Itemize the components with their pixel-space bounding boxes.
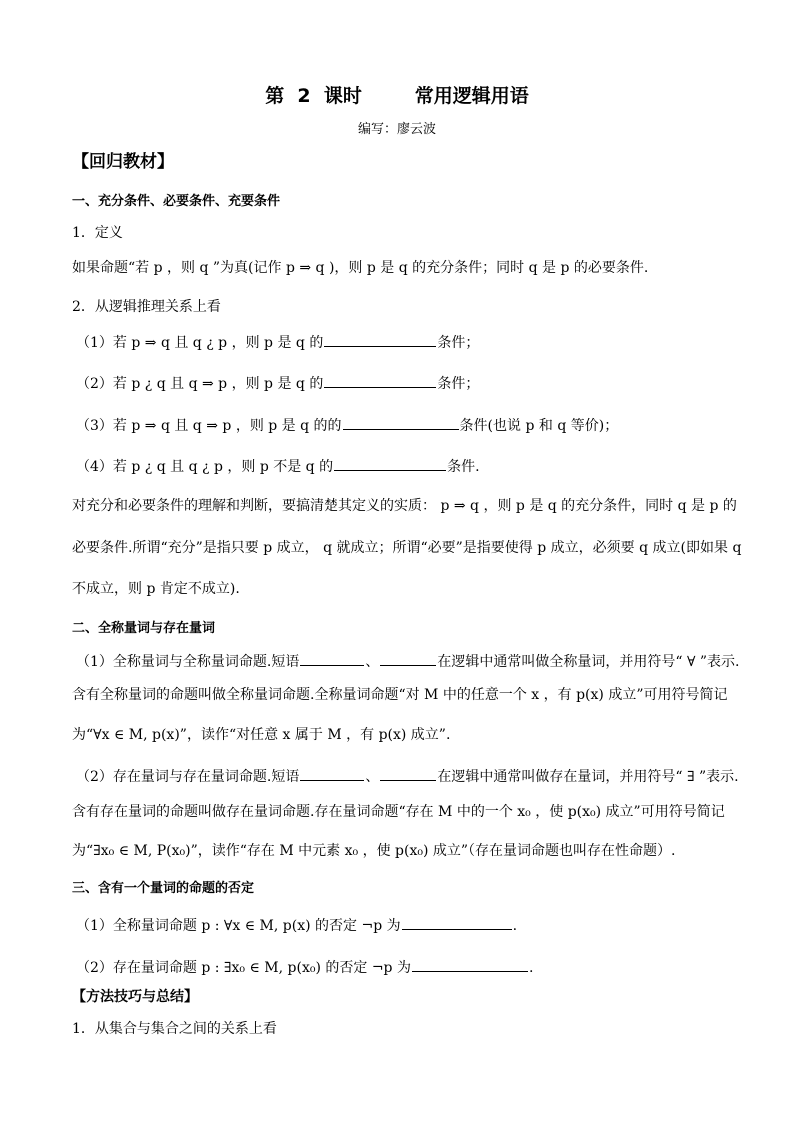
definition-text: 如果命题“若 p ，则 q ”为真(记作 p ⇒ q )，则 p 是 q 的充分条件；同时 q 是 p 的必要条件. (72, 260, 649, 276)
answer-blank[interactable] (380, 651, 436, 666)
period: . (512, 918, 518, 934)
methods-line-1: 1．从集合与集合之间的关系上看 (72, 1021, 277, 1037)
existential-line-1 (76, 766, 739, 786)
existential-line-3: 为“∃x₀ ∈ M, P(x₀)”，读作“存在 M 中元素 x₀ ，使 p(x₀) 成立”（存在量词命题也叫存在性命题）. (72, 843, 676, 859)
note-line-3: 不成立，则 p 肯定不成立). (72, 581, 240, 597)
section-title-conditions: 一、充分条件、必要条件、充要条件 (72, 194, 281, 209)
item-4 (76, 456, 480, 476)
period: . (528, 960, 534, 976)
subsection-logic: 2．从逻辑推理关系上看 (72, 299, 221, 315)
negation-2-text: （2）存在量词命题 p : ∃x₀ ∈ M, p(x₀) 的否定 ¬p 为 (76, 960, 411, 976)
answer-blank[interactable] (324, 373, 436, 388)
note-line-2: 必要条件.所谓“充分”是指只要 p 成立， q 就成立；所谓“必要”是指要使得 p 成立，必须要 q 成立(即如果 q (72, 540, 742, 556)
universal-suffix: 在逻辑中通常叫做全称量词，并用符号“ ∀ ”表示. (437, 654, 740, 670)
section-title-methods: 【方法技巧与总结】 (72, 989, 198, 1005)
separator: 、 (365, 769, 380, 785)
item-2-suffix: 条件； (437, 376, 480, 392)
negation-item-1 (76, 915, 517, 935)
item-4-suffix: 条件. (447, 459, 480, 475)
answer-blank[interactable] (334, 456, 446, 471)
item-1-suffix: 条件； (437, 335, 480, 351)
universal-intro: （1）全称量词与全称量词命题.短语 (76, 654, 300, 670)
answer-blank[interactable] (343, 415, 459, 430)
item-3-suffix: 条件(也说 p 和 q 等价)； (459, 418, 619, 434)
item-4-text: （4）若 p ¿ q 且 q ¿ p ，则 p 不是 q 的 (76, 459, 334, 475)
note-line-1: 对充分和必要条件的理解和判断，要搞清楚其定义的实质： p ⇒ q ，则 p 是 q 的充分条件，同时 q 是 p 的 (72, 498, 737, 514)
universal-line-2: 含有全称量词的命题叫做全称量词命题.全称量词命题“对 M 中的任意一个 x ，有 p(x) 成立”可用符号简记 (72, 687, 728, 703)
universal-line-3: 为“∀x ∈ M, p(x)”，读作“对任意 x 属于 M ，有 p(x) 成立”. (72, 727, 451, 743)
existential-suffix: 在逻辑中通常叫做存在量词，并用符号“ ∃ ”表示. (437, 769, 739, 785)
page-title: 第 2 课时 常用逻辑用语 (265, 85, 529, 107)
negation-item-2 (76, 957, 533, 977)
item-1-text: （1）若 p ⇒ q 且 q ¿ p ，则 p 是 q 的 (76, 335, 324, 351)
existential-line-2: 含有存在量词的命题叫做存在量词命题.存在量词命题“存在 M 中的一个 x₀ ，使 p(x₀) 成立”可用符号简记 (72, 804, 725, 820)
existential-intro: （2）存在量词与存在量词命题.短语 (76, 769, 300, 785)
section-title-negation: 三、含有一个量词的命题的否定 (72, 881, 255, 896)
answer-blank[interactable] (380, 766, 436, 781)
author-line: 编写：廖云波 (357, 122, 436, 137)
item-3-text: （3）若 p ⇒ q 且 q ⇒ p ，则 p 是 q 的的 (76, 418, 342, 434)
answer-blank[interactable] (402, 915, 512, 930)
answer-blank[interactable] (324, 332, 436, 347)
item-2 (76, 373, 479, 393)
item-1 (76, 332, 479, 352)
separator: 、 (365, 654, 380, 670)
section-heading-review: 【回归教材】 (72, 152, 174, 172)
item-2-text: （2）若 p ¿ q 且 q ⇒ p ，则 p 是 q 的 (76, 376, 324, 392)
item-3 (76, 415, 618, 435)
answer-blank[interactable] (300, 651, 364, 666)
answer-blank[interactable] (300, 766, 364, 781)
universal-line-1 (76, 651, 739, 671)
subsection-definition: 1．定义 (72, 225, 123, 241)
answer-blank[interactable] (412, 957, 528, 972)
section-title-quantifiers: 二、全称量词与存在量词 (72, 621, 216, 636)
negation-1-text: （1）全称量词命题 p : ∀x ∈ M, p(x) 的否定 ¬p 为 (76, 918, 401, 934)
